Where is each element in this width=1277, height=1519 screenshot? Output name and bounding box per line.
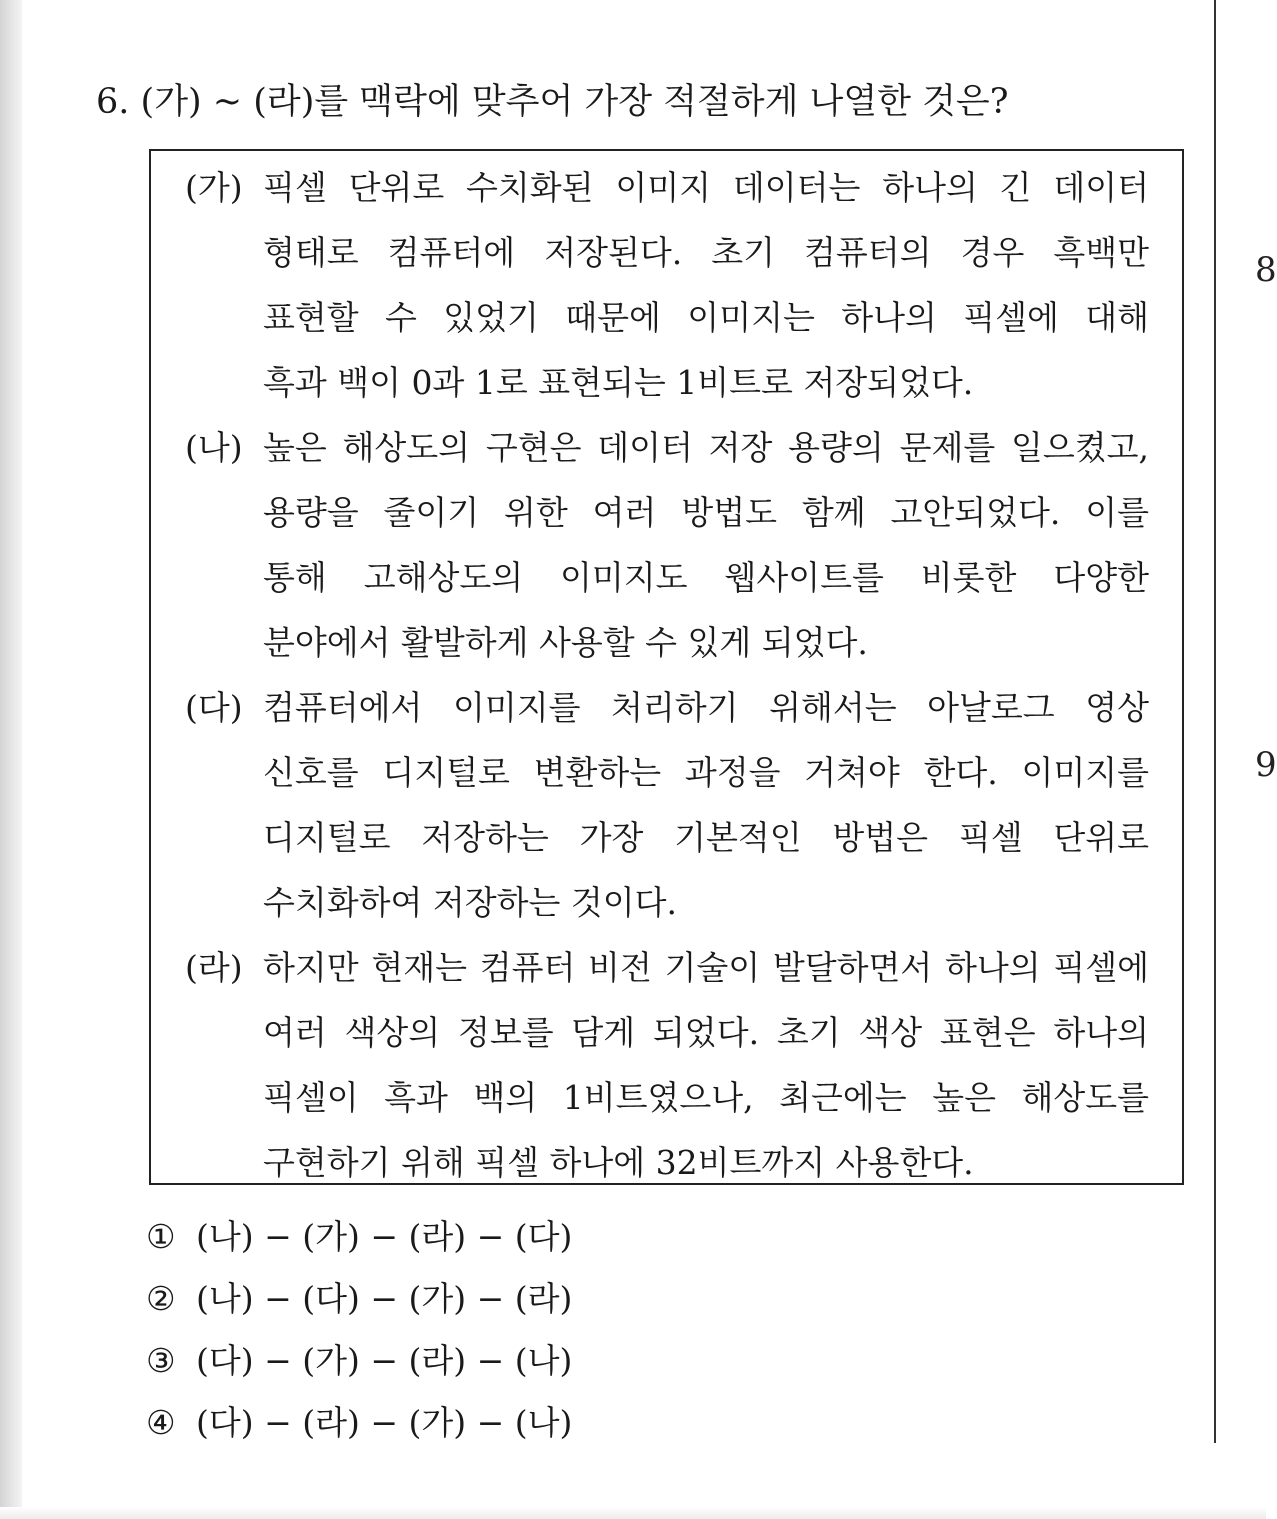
paragraph-label: (나) — [185, 428, 243, 467]
choice-text: (다) − (가) − (라) − (나) — [196, 1341, 573, 1380]
passage-box — [149, 149, 1184, 1185]
question-text: (가) ~ (라)를 맥락에 맞추어 가장 적절하게 나열한 것은? — [140, 82, 1009, 122]
next-column-number-8: 8 — [1255, 250, 1277, 290]
paragraph-text — [263, 935, 1149, 1195]
paragraph-line: 컴퓨터에서 이미지를 처리하기 위해서는 아날로그 영상 — [263, 688, 1149, 727]
choice-1[interactable] — [146, 1206, 572, 1268]
choice-number: ④ — [146, 1403, 176, 1442]
paragraph-line: 신호를 디지털로 변환하는 과정을 거쳐야 한다. 이미지를 — [263, 753, 1149, 792]
paragraph-text — [263, 675, 1149, 935]
paragraph-line: 흑과 백이 0과 1로 표현되는 1비트로 저장되었다. — [263, 363, 974, 402]
paragraph-label: (가) — [185, 168, 243, 207]
choice-number: ③ — [146, 1341, 176, 1380]
choice-text: (나) − (가) − (라) − (다) — [196, 1217, 573, 1256]
question-number: 6. — [96, 82, 130, 122]
paragraph-line: 용량을 줄이기 위한 여러 방법도 함께 고안되었다. 이를 — [263, 493, 1149, 532]
paragraph-text — [263, 415, 1149, 675]
paragraph-da — [185, 675, 1149, 935]
choice-number: ① — [146, 1217, 176, 1256]
choice-number: ② — [146, 1279, 176, 1318]
question-stem — [96, 76, 1008, 128]
paragraph-text — [263, 155, 1149, 415]
paragraph-ra — [185, 935, 1149, 1195]
paragraph-line: 하지만 현재는 컴퓨터 비전 기술이 발달하면서 하나의 픽셀에 — [263, 948, 1149, 987]
choice-3[interactable] — [146, 1330, 572, 1392]
choice-text: (나) − (다) − (가) − (라) — [196, 1279, 573, 1318]
paragraph-line: 디지털로 저장하는 가장 기본적인 방법은 픽셀 단위로 — [263, 818, 1149, 857]
next-column-number-9: 9 — [1255, 745, 1277, 785]
answer-choices — [146, 1206, 572, 1454]
paragraph-label: (라) — [185, 948, 243, 987]
paragraph-line: 분야에서 활발하게 사용할 수 있게 되었다. — [263, 623, 868, 662]
choice-2[interactable] — [146, 1268, 572, 1330]
paragraph-line: 수치화하여 저장하는 것이다. — [263, 883, 678, 922]
choice-4[interactable] — [146, 1392, 572, 1454]
paragraph-line: 표현할 수 있었기 때문에 이미지는 하나의 픽셀에 대해 — [263, 298, 1149, 337]
paragraph-line: 픽셀이 흑과 백의 1비트였으나, 최근에는 높은 해상도를 — [263, 1078, 1149, 1117]
column-divider — [1214, 0, 1216, 1443]
paragraph-line: 통해 고해상도의 이미지도 웹사이트를 비롯한 다양한 — [263, 558, 1149, 597]
paragraph-line: 픽셀 단위로 수치화된 이미지 데이터는 하나의 긴 데이터 — [263, 168, 1149, 207]
page-left-edge — [0, 0, 22, 1519]
choice-text: (다) − (라) − (가) − (나) — [196, 1403, 573, 1442]
paragraph-line: 구현하기 위해 픽셀 하나에 32비트까지 사용한다. — [263, 1143, 974, 1182]
paragraph-line: 형태로 컴퓨터에 저장된다. 초기 컴퓨터의 경우 흑백만 — [263, 233, 1149, 272]
paragraph-na — [185, 415, 1149, 675]
paragraph-ga — [185, 155, 1149, 415]
page-bottom-edge — [0, 1507, 1266, 1519]
paragraph-label: (다) — [185, 688, 243, 727]
paragraph-line: 높은 해상도의 구현은 데이터 저장 용량의 문제를 일으켰고, — [263, 428, 1149, 467]
paragraph-line: 여러 색상의 정보를 담게 되었다. 초기 색상 표현은 하나의 — [263, 1013, 1149, 1052]
